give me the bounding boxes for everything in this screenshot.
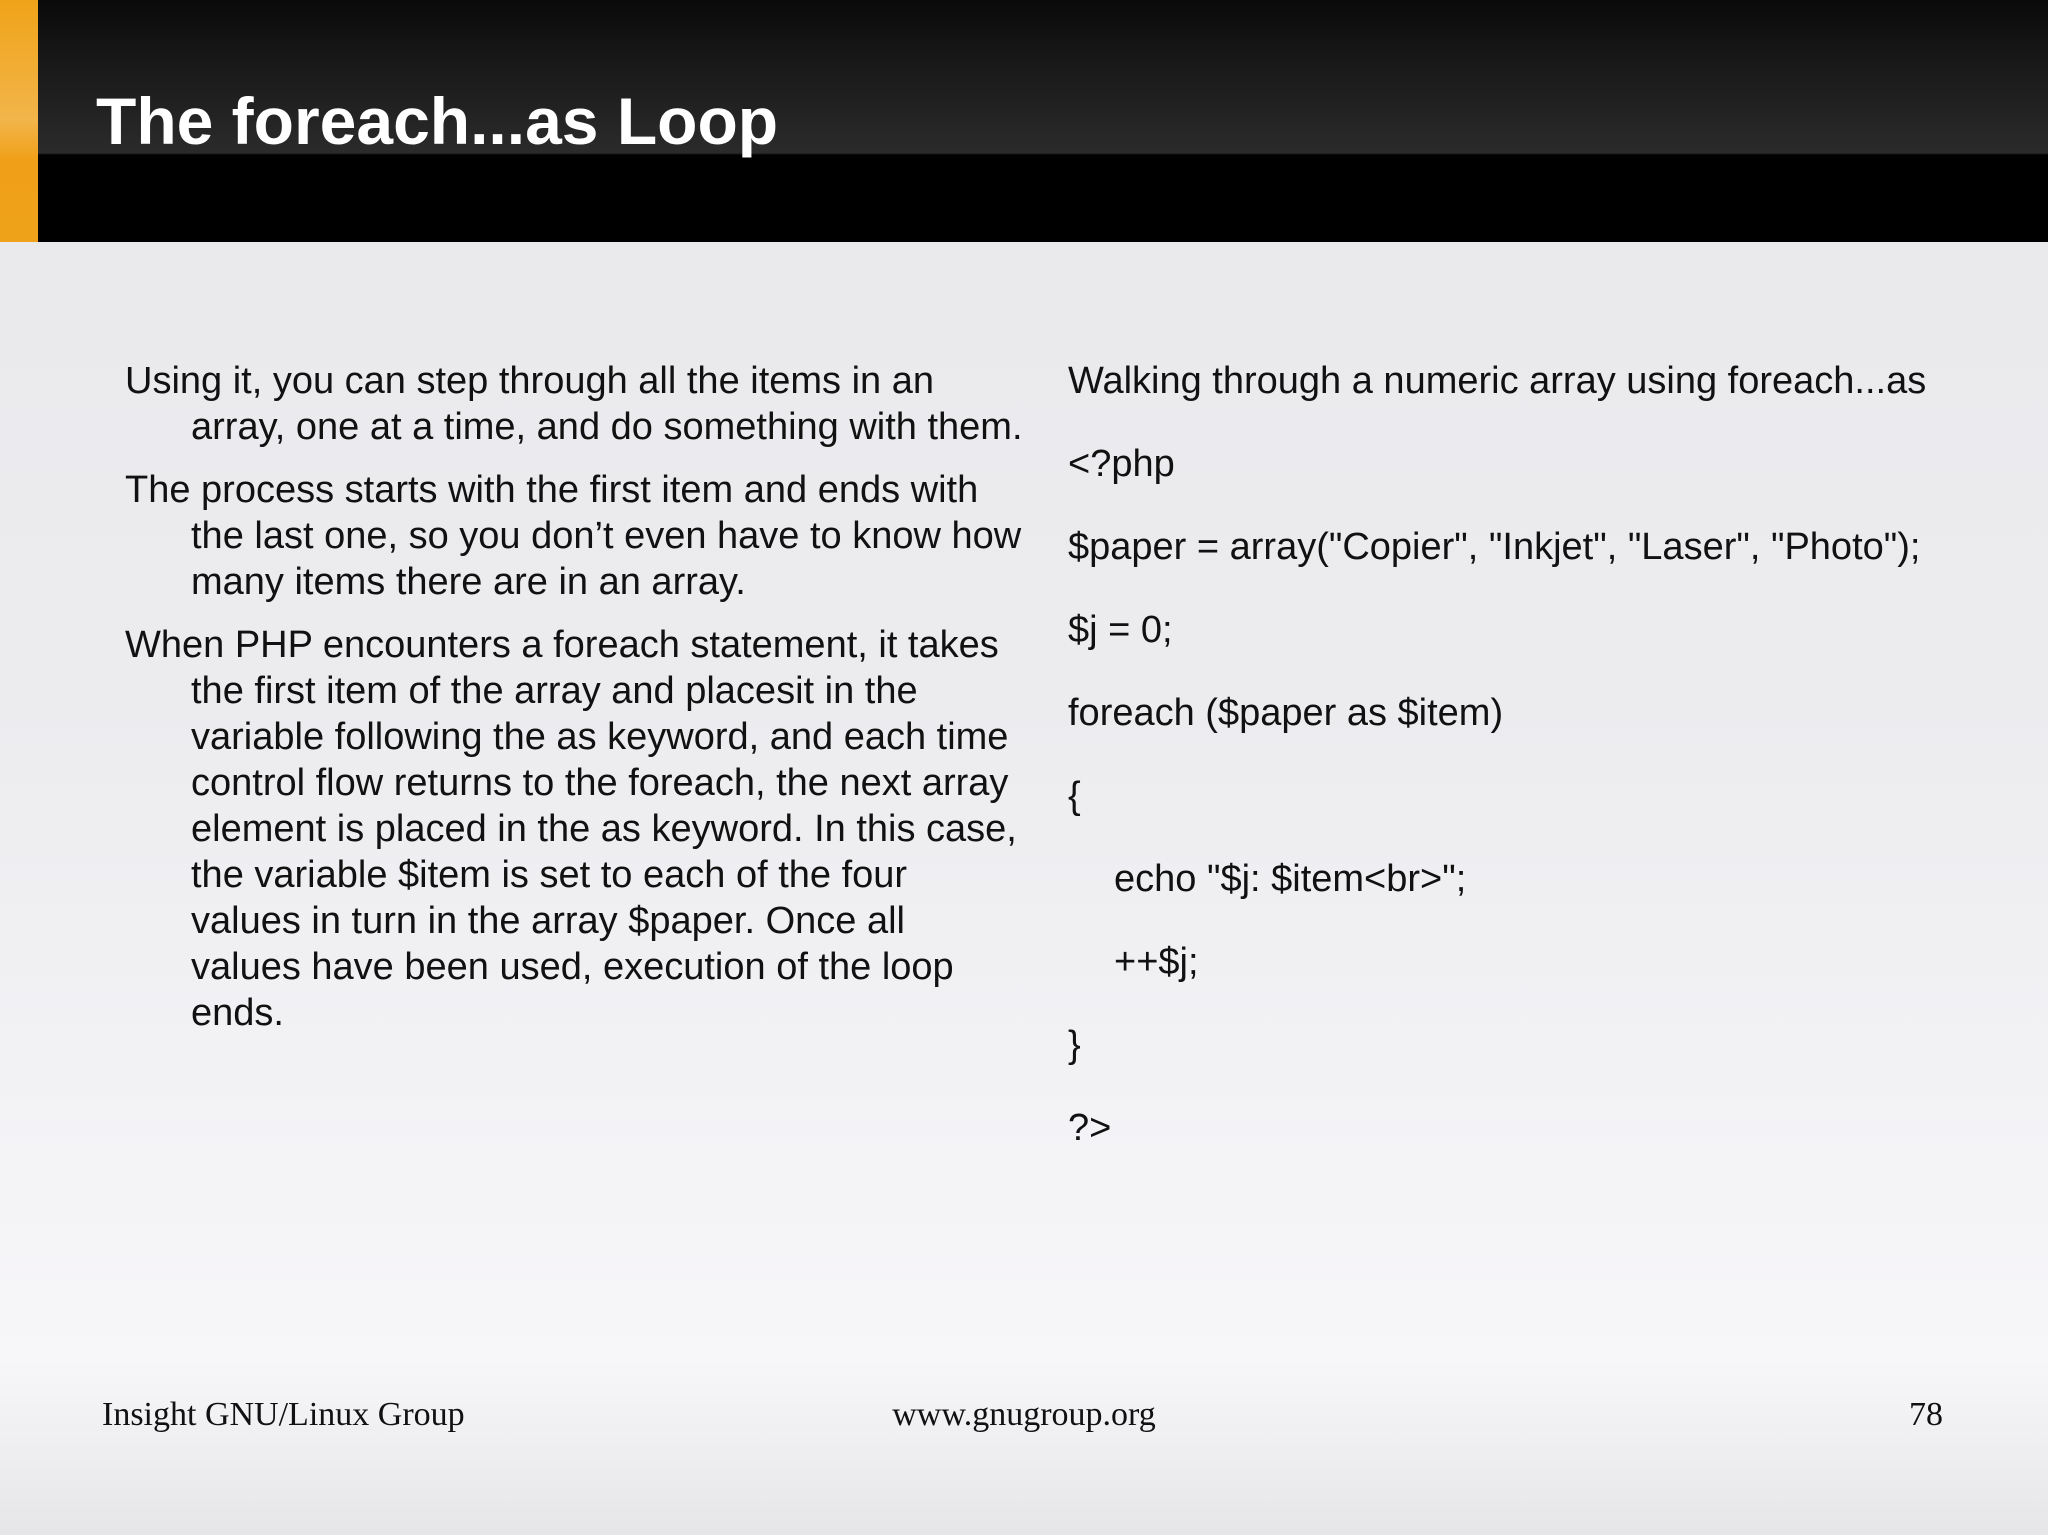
code-line-echo: echo "$j: $item<br>"; [1114,858,1467,900]
footer-organization: Insight GNU/Linux Group [102,1396,465,1433]
code-line-close-brace: } [1068,1024,1081,1066]
page-number: 78 [1909,1396,1943,1433]
paragraph-explanation: When PHP encounters a foreach statement, it takes the first item of the array and placesit in the variable following the as keyword, and each time control flow returns to the foreach, the next array element is placed in the as keyword. In this case, the variable $item is set to each of the four values in turn in the array $paper. Once all values have been used, execution of the loop ends. [125,624,1017,1034]
header-accent-bar [0,0,38,242]
code-line-open-brace: { [1068,775,1081,817]
code-line-open-tag: <?php [1068,443,1175,485]
paragraph-process: The process starts with the first item and ends with the last one, so you don’t even have to know how many items there are in an array. [125,469,1022,603]
right-column [1068,358,1968,1151]
left-column [125,358,1025,1036]
code-line-foreach: foreach ($paper as $item) [1068,692,1504,734]
footer-url: www.gnugroup.org [892,1396,1156,1433]
code-line-increment: ++$j; [1114,941,1199,983]
slide-title: The foreach...as Loop [96,84,779,158]
code-line-array: $paper = array("Copier", "Inkjet", "Laser", "Photo"); [1068,526,1921,568]
code-line-close-tag: ?> [1068,1107,1112,1149]
code-intro: Walking through a numeric array using foreach...as [1068,360,1927,402]
code-line-counter: $j = 0; [1068,609,1173,651]
paragraph-intro: Using it, you can step through all the items in an array, one at a time, and do something with them. [125,360,1023,448]
slide-header [0,0,2048,242]
